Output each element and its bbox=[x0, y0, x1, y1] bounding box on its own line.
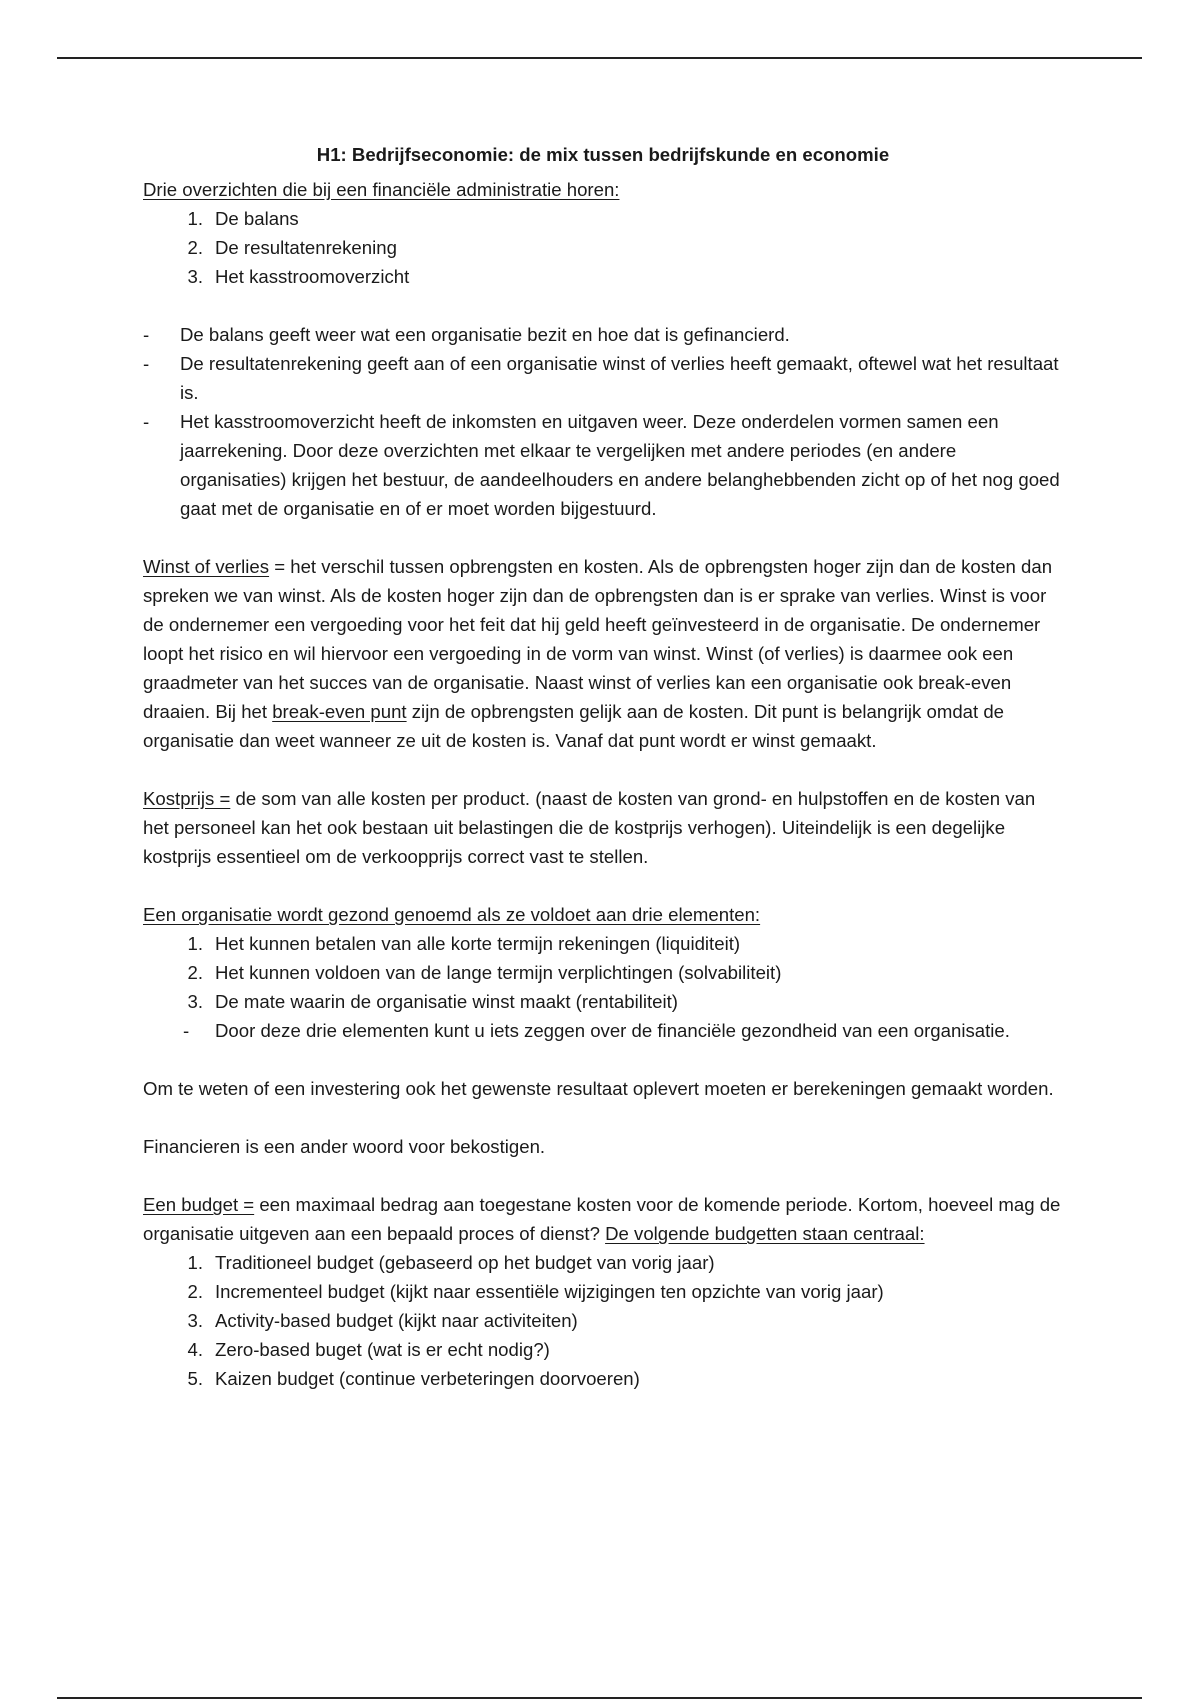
page-title: H1: Bedrijfseconomie: de mix tussen bedrijfskunde en economie bbox=[316, 144, 890, 165]
list-item: 2. De resultatenrekening bbox=[187, 237, 397, 258]
gezond-heading: Een organisatie wordt gezond genoemd als ze voldoet aan drie elementen: bbox=[143, 904, 761, 925]
term-break-even-punt: break-even punt bbox=[272, 701, 407, 722]
financieren-paragraph: Financieren is een ander woord voor bekostigen. bbox=[143, 1136, 546, 1157]
budget-list bbox=[143, 1248, 1063, 1393]
term-kostprijs: Kostprijs = bbox=[143, 788, 231, 809]
list-item: 1. De balans bbox=[187, 208, 299, 229]
term-budget: Een budget = bbox=[143, 1194, 255, 1215]
term-budgetten-centraal: De volgende budgetten staan centraal: bbox=[605, 1223, 925, 1244]
list-item: 3. De mate waarin de organisatie winst maakt (rentabiliteit) bbox=[187, 991, 678, 1012]
budget-paragraph: Een budget = een maximaal bedrag aan toegestane kosten voor de komende periode. Kortom, hoeveel mag de organisatie uitgeven aan een bepaald proces of dienst? De volgende budgetten staan centraal: bbox=[143, 1194, 1061, 1244]
list-item: 1. Traditioneel budget (gebaseerd op het budget van vorig jaar) bbox=[187, 1252, 715, 1273]
investering-paragraph: Om te weten of een investering ook het gewenste resultaat oplevert moeten er berekeningen gemaakt worden. bbox=[143, 1078, 1054, 1099]
list-item: 3. Activity-based budget (kijkt naar activiteiten) bbox=[187, 1310, 578, 1331]
list-item: 2. Het kunnen voldoen van de lange termijn verplichtingen (solvabiliteit) bbox=[187, 962, 782, 983]
list-item: - Door deze drie elementen kunt u iets zeggen over de financiële gezondheid van een organisatie. bbox=[183, 1020, 1010, 1041]
gezond-note bbox=[143, 1016, 1063, 1045]
footer-rule bbox=[57, 1697, 1142, 1699]
list-item: - De resultatenrekening geeft aan of een organisatie winst of verlies heeft gemaakt, oftewel wat het resultaat is. bbox=[143, 353, 1059, 403]
kostprijs-paragraph: Kostprijs = de som van alle kosten per product. (naast de kosten van grond- en hulpstoffen en de kosten van het personeel kan het ook bestaan uit belastingen die de kostprijs verhogen). Uiteindelijk is een degelijke kostprijs essentieel om de verkoopprijs correct vast te stellen. bbox=[143, 788, 1036, 867]
overviews-explanation-list bbox=[143, 320, 1063, 523]
list-item: - De balans geeft weer wat een organisatie bezit en hoe dat is gefinancierd. bbox=[143, 324, 790, 345]
list-item: - Het kasstroomoverzicht heeft de inkomsten en uitgaven weer. Deze onderdelen vormen samen een jaarrekening. Door deze overzichten met elkaar te vergelijken met andere periodes (en andere organisaties) krijgen het bestuur, de aandeelhouders en andere belanghebbenden zicht op of het nog goed gaat met de organisatie en of er moet worden bijgestuurd. bbox=[143, 411, 1060, 519]
document-body bbox=[143, 140, 1063, 1393]
term-winst-of-verlies: Winst of verlies bbox=[143, 556, 270, 577]
list-item: 1. Het kunnen betalen van alle korte termijn rekeningen (liquiditeit) bbox=[187, 933, 741, 954]
list-item: 2. Incrementeel budget (kijkt naar essentiële wijzigingen ten opzichte van vorig jaar) bbox=[187, 1281, 884, 1302]
gezond-list bbox=[143, 929, 1063, 1016]
overviews-heading: Drie overzichten die bij een financiële administratie horen: bbox=[143, 179, 620, 200]
list-item: 4. Zero-based buget (wat is er echt nodig?) bbox=[187, 1339, 550, 1360]
overviews-list bbox=[143, 204, 1063, 291]
winst-paragraph: Winst of verlies = het verschil tussen opbrengsten en kosten. Als de opbrengsten hoger zijn dan de kosten dan spreken we van winst. Als de kosten hoger zijn dan de opbrengsten dan is er sprake van verlies. Winst is voor de ondernemer een vergoeding voor het feit dat hij geld heeft geïnvesteerd in de organisatie. De ondernemer loopt het risico en wil hiervoor een vergoeding in de vorm van winst. Winst (of verlies) is daarmee ook een graadmeter van het succes van de organisatie. Naast winst of verlies kan een organisatie ook break-even draaien. Bij het break-even punt zijn de opbrengsten gelijk aan de kosten. Dit punt is belangrijk omdat de organisatie dan weet wanneer ze uit de kosten is. Vanaf dat punt wordt er winst gemaakt. bbox=[143, 556, 1053, 751]
list-item: 3. Het kasstroomoverzicht bbox=[187, 266, 410, 287]
header-rule bbox=[57, 57, 1142, 59]
list-item: 5. Kaizen budget (continue verbeteringen doorvoeren) bbox=[187, 1368, 640, 1389]
